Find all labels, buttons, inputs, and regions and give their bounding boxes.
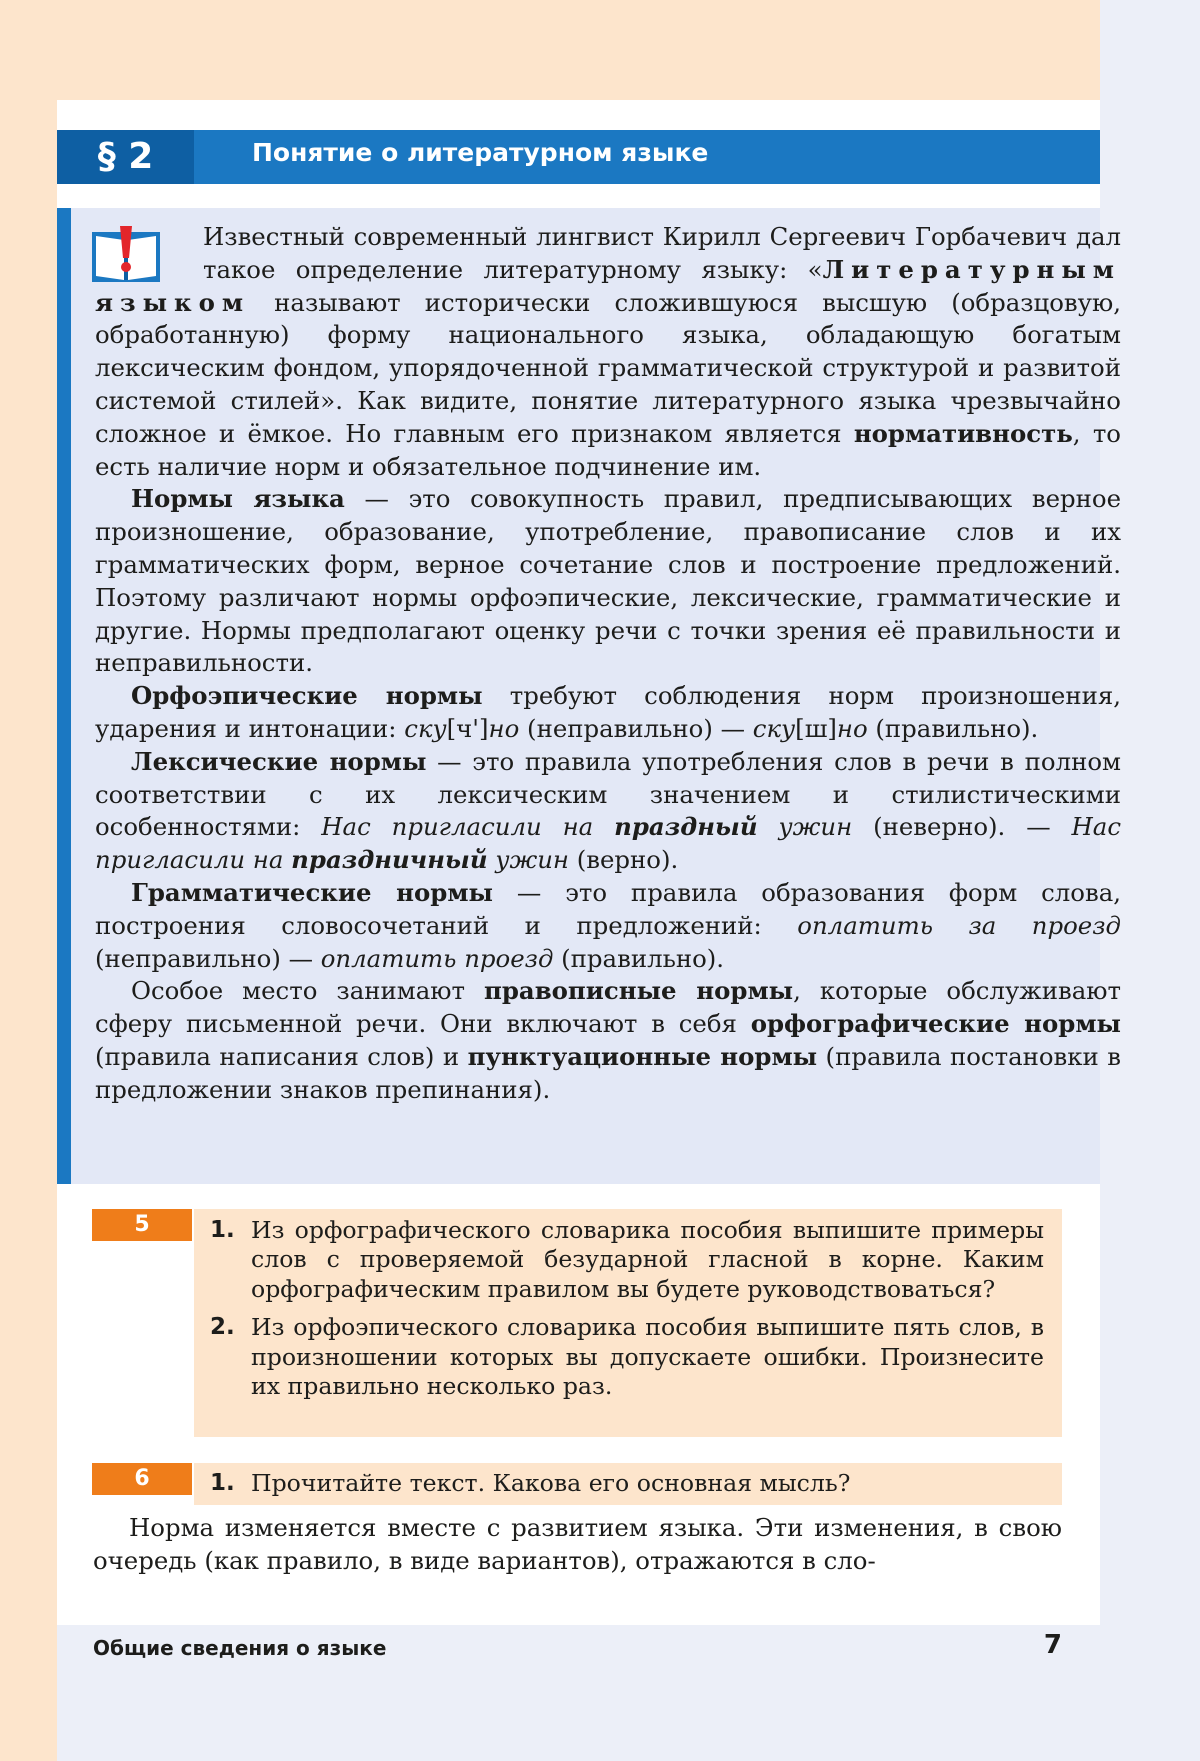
theory-paragraph <box>95 746 1121 877</box>
term-orthoepic-norms: Орфоэпические нормы <box>131 681 483 711</box>
text-run: требуют соблюдения норм произношения, ударения и интонации: <box>95 681 1121 743</box>
example-text: оплатить за проезд <box>797 910 1121 940</box>
text-run: (верно). <box>568 845 679 875</box>
theory-paragraph <box>95 877 1121 975</box>
task-number-5: 5 <box>92 1209 192 1241</box>
term-literary-language: Литературным языком <box>95 254 1121 317</box>
theory-paragraph <box>95 680 1121 746</box>
text-run: Известный современный лингвист Кирилл Сергеевич Горбачевич дал такое определение литературному языку: « <box>203 222 1121 284</box>
example-text: но <box>836 713 868 743</box>
theory-accent-bar <box>57 208 71 1184</box>
example-text: ску <box>404 713 447 743</box>
example-text: ужин <box>757 812 853 842</box>
text-run: (неверно). — <box>852 812 1072 842</box>
page-number: 7 <box>1043 1630 1062 1660</box>
task-item-number: 2. <box>210 1314 235 1341</box>
theory-box <box>57 208 1122 1184</box>
reading-text <box>93 1512 1062 1578</box>
task-item-text: Прочитайте текст. Какова его основная мысль? <box>251 1469 851 1497</box>
term-language-norms: Нормы языка <box>131 484 345 514</box>
text-run: (неправильно) — <box>95 943 321 973</box>
task-item <box>194 1313 1062 1401</box>
text-run: — это правила образования форм слова, построения словосочетаний и предложений: <box>95 877 1122 940</box>
footer-title: Общие сведения о языке <box>93 1636 387 1660</box>
page-margin-top <box>0 0 1100 100</box>
text-run: (правила постановки в предложении знаков препинания). <box>95 1041 1121 1104</box>
example-text: Нас пригласили на <box>321 812 615 842</box>
text-run: Особое место занимают <box>131 976 484 1006</box>
term-lexical-norms: Лексические нормы <box>131 746 427 776</box>
example-text: но <box>488 713 520 743</box>
task-item-number: 1. <box>210 1217 235 1243</box>
page-margin-left <box>0 0 57 1761</box>
section-number: § 2 <box>57 130 194 184</box>
example-highlight: праздничный <box>291 845 488 875</box>
text-run: (правильно). <box>553 943 725 973</box>
theory-text <box>95 221 1121 1107</box>
text-run: — это правила употребления слов в речи в полном соответствии с их лексическим значением и стилистическими особенностями: <box>95 746 1121 842</box>
theory-paragraph <box>95 975 1121 1106</box>
task-item-number: 1. <box>210 1470 235 1496</box>
theory-paragraph <box>95 483 1121 680</box>
example-highlight: праздный <box>614 812 758 842</box>
task-box-6 <box>194 1463 1062 1505</box>
task-item <box>194 1469 1062 1498</box>
transcription: [ш] <box>795 713 837 743</box>
example-text: ужин <box>487 845 569 875</box>
theory-paragraph <box>95 221 1121 483</box>
transcription: [ч'] <box>446 713 489 743</box>
term-spelling-norms: правописные нормы <box>484 976 794 1006</box>
reading-paragraph: Норма изменяется вместе с развитием языка. Эти изменения, в свою очередь (как правило, в виде вариантов), отражаются в сло- <box>93 1513 1062 1575</box>
text-run: (правила написания слов) и <box>95 1041 468 1071</box>
term-orthographic-norms: орфографические нормы <box>750 1009 1121 1039</box>
task-number-6: 6 <box>92 1463 192 1495</box>
section-header <box>57 130 1100 184</box>
example-text: Нас пригласили на <box>95 812 1121 875</box>
term-normativity: нормативность <box>853 418 1073 448</box>
task-box-5 <box>194 1209 1062 1437</box>
task-item <box>194 1216 1062 1304</box>
text-run: (неправильно) — <box>519 713 753 743</box>
text-run: — это совокупность правил, предписывающих верное произношение, образование, употребление, правописание слов и их грамматических форм, верное сочетание слов и построение предложений. Поэтому различают нормы орфоэпические, лексические, грамматические и другие. Нормы предполагают оценку речи с точки зрения её правильности и неправильности. <box>95 484 1122 678</box>
section-title: Понятие о литературном языке <box>252 138 709 167</box>
text-run: , то есть наличие норм и обязательное подчинение им. <box>95 418 1121 481</box>
task-item-text: Из орфоэпического словарика пособия выпишите пять слов, в произношении которых вы допускаете ошибки. Произнесите их правильно несколько раз. <box>251 1313 1044 1401</box>
task-item-text: Из орфографического словарика пособия выпишите примеры слов с проверяемой безударной гласной в корне. Каким орфографическим правилом вы будете руководствоваться? <box>251 1216 1044 1303</box>
example-text: ску <box>752 713 796 743</box>
text-run: , которые обслуживают сферу письменной речи. Они включают в себя <box>95 976 1121 1039</box>
text-run: называют исторически сложившуюся высшую (образцовую, обработанную) форму национального языка, обладающую богатым лексическим фондом, упорядоченной грамматической структурой и развитой системой стилей». Как видите, понятие литературного языка чрезвычайно сложное и ёмкое. Но главным его признаком является <box>95 287 1121 448</box>
term-punctuation-norms: пунктуационные нормы <box>467 1041 818 1071</box>
text-run: (правильно). <box>867 713 1039 743</box>
term-grammar-norms: Грамматические нормы <box>131 877 493 907</box>
example-text: оплатить проезд <box>320 943 554 973</box>
